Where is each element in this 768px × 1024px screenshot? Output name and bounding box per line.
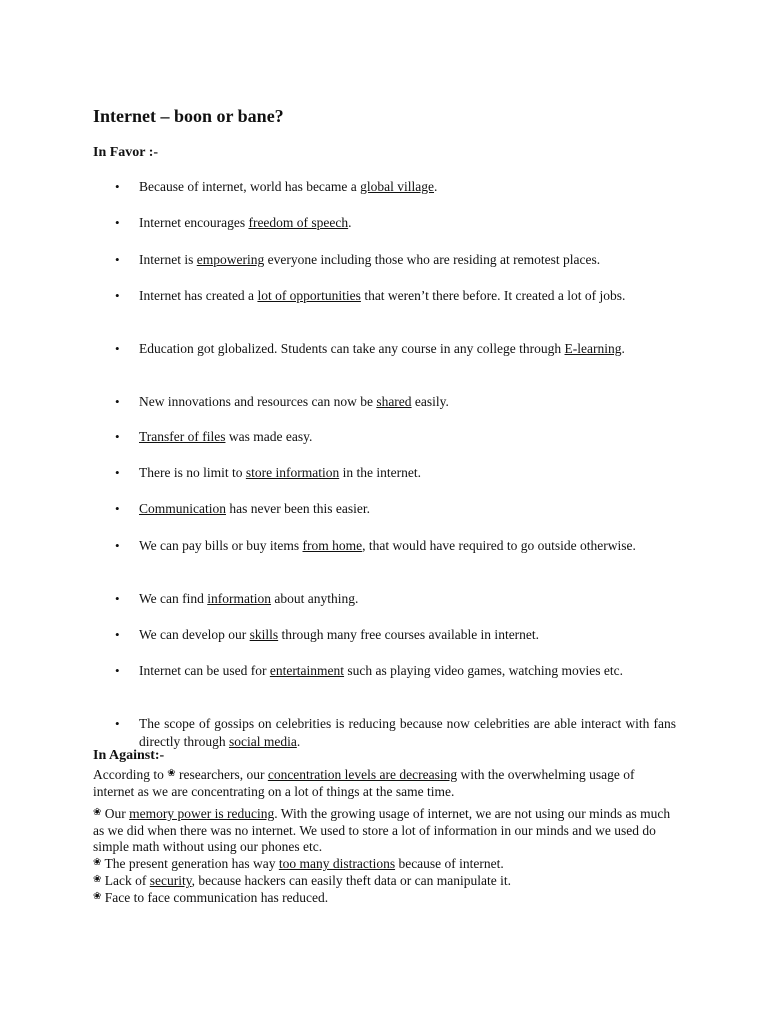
list-item: • Internet can be used for entertainment such as playing video games, watching movies etc. <box>115 663 623 678</box>
underlined-term: store information <box>245 465 340 480</box>
bullet-icon: • <box>115 591 120 606</box>
bullet-icon: • <box>115 288 120 303</box>
bullet-icon: • <box>115 716 120 731</box>
bullet-icon: • <box>115 215 120 230</box>
flower-icon: ❀ <box>93 874 102 885</box>
underlined-term: social media <box>228 733 297 749</box>
underlined-term: freedom of speech <box>248 215 349 230</box>
against-paragraph: According to ❀ researchers, our concentration levels are decreasing with the overwhelming usage of internet as we are concentrating on a lot of things at the same time. <box>93 767 635 799</box>
underlined-term: E-learning <box>564 341 622 356</box>
underlined-term: Communication <box>139 501 226 516</box>
underlined-term: entertainment <box>269 663 345 678</box>
list-item: • The scope of gossips on celebrities is reducing because now celebrities are able interact with fans directly through social media. <box>115 716 676 749</box>
underlined-term: security <box>149 873 192 888</box>
flower-icon: ❀ <box>93 891 102 902</box>
against-point: ❀ Lack of security, because hackers can easily theft data or can manipulate it. <box>93 873 511 888</box>
bullet-icon: • <box>115 663 120 678</box>
underlined-term: empowering <box>196 252 265 267</box>
against-paragraph: ❀ Our memory power is reducing. With the growing usage of internet, we are not using our minds as much as we did when there was no internet. We used to store a lot of information in our minds and we used do simple math without using our phones etc. <box>93 806 671 854</box>
list-item: • Because of internet, world has became a global village. <box>115 179 438 194</box>
flower-icon: ❀ <box>167 768 176 779</box>
underlined-term: from home <box>302 538 363 553</box>
bullet-icon: • <box>115 252 120 267</box>
underlined-term: memory power is reducing <box>129 806 275 821</box>
bullet-icon: • <box>115 627 120 642</box>
bullet-icon: • <box>115 394 120 409</box>
underlined-term: lot of opportunities <box>257 288 361 303</box>
underlined-term: skills <box>249 627 279 642</box>
list-item: • We can pay bills or buy items from home, that would have required to go outside otherwise. <box>115 538 636 553</box>
list-item: • There is no limit to store information in the internet. <box>115 465 421 480</box>
bullet-icon: • <box>115 538 120 553</box>
document-title: Internet – boon or bane? <box>93 106 284 126</box>
in-against-heading: In Against:- <box>93 748 165 763</box>
underlined-term: global village <box>360 179 435 194</box>
list-item: • Communication has never been this easier. <box>115 501 370 516</box>
bullet-icon: • <box>115 341 120 356</box>
list-item: • Internet encourages freedom of speech. <box>115 215 352 230</box>
list-item: • Education got globalized. Students can take any course in any college through E-learning. <box>115 341 625 356</box>
against-point: ❀ Face to face communication has reduced. <box>93 890 329 905</box>
list-item: • New innovations and resources can now be shared easily. <box>115 394 449 409</box>
in-favor-heading: In Favor :- <box>93 145 159 160</box>
bullet-icon: • <box>115 501 120 516</box>
underlined-term: too many distractions <box>278 856 396 871</box>
flower-icon: ❀ <box>93 857 102 868</box>
underlined-term: concentration levels are decreasing <box>267 767 458 782</box>
underlined-term: Transfer of files <box>139 429 226 444</box>
list-item: • Internet has created a lot of opportunities that weren’t there before. It created a lot of jobs. <box>115 288 626 303</box>
list-item: • Internet is empowering everyone including those who are residing at remotest places. <box>115 252 601 267</box>
bullet-icon: • <box>115 179 120 194</box>
bullet-icon: • <box>115 429 120 444</box>
list-item: • We can develop our skills through many free courses available in internet. <box>115 627 540 642</box>
underlined-term: information <box>207 591 272 606</box>
list-item: • Transfer of files was made easy. <box>115 429 313 444</box>
flower-icon: ❀ <box>93 807 102 818</box>
against-point: ❀ The present generation has way too many distractions because of internet. <box>93 856 504 871</box>
underlined-term: shared <box>376 394 412 409</box>
bullet-icon: • <box>115 465 120 480</box>
list-item: • We can find information about anything. <box>115 591 359 606</box>
